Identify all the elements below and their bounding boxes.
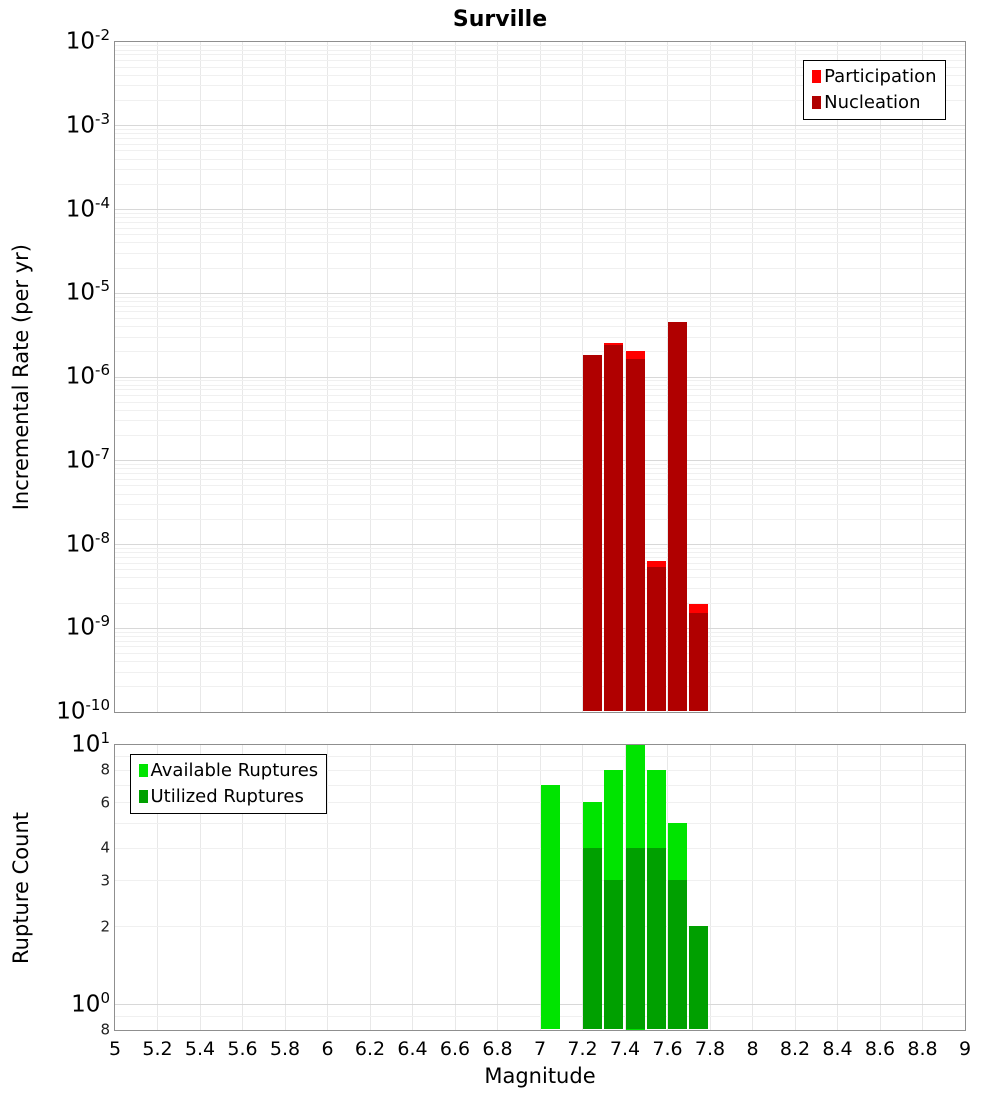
grid-line-horizontal [115,1004,965,1005]
grid-line-horizontal [115,646,965,647]
rate-plot-area [114,41,966,713]
x-tick-label: 5.8 [269,1038,301,1060]
legend-label-available: Available Ruptures [150,759,319,781]
grid-line-horizontal [115,632,965,633]
grid-line-horizontal [115,228,965,229]
grid-line-horizontal [115,217,965,218]
y-tick-label: $10^{-3}$ [65,109,110,139]
grid-line-horizontal [115,144,965,145]
grid-line-horizontal [115,209,965,210]
chart-title: Surville [452,7,548,32]
grid-line-horizontal [115,557,965,558]
bar-utilized-ruptures [583,848,602,1030]
y-tick-label: $10^{-4}$ [65,193,110,222]
grid-line-horizontal [115,880,965,881]
grid-line-vertical [710,745,711,1030]
grid-line-horizontal [115,603,965,604]
grid-line-vertical [837,745,838,1030]
y-tick-label: $10^{-8}$ [65,528,110,557]
x-tick-label: 7.2 [567,1038,598,1060]
x-tick-label: 6.8 [482,1038,513,1060]
grid-line-horizontal [115,385,965,386]
x-tick-label: 6.4 [397,1038,428,1060]
grid-line-horizontal [115,311,965,312]
grid-line-horizontal [115,552,965,553]
grid-line-horizontal [115,926,965,927]
grid-line-horizontal [115,519,965,520]
grid-line-horizontal [115,410,965,411]
legend-label-participation: Participation [824,65,937,87]
x-tick-label: 7 [533,1038,547,1060]
grid-line-horizontal [115,395,965,396]
y-tick-label: 2 [100,917,110,936]
grid-line-horizontal [115,848,965,849]
grid-line-horizontal [115,337,965,338]
grid-line-horizontal [115,473,965,474]
grid-line-horizontal [115,54,965,55]
grid-line-horizontal [115,435,965,436]
y-tick-label: $10^0$ [71,988,110,1018]
grid-line-vertical [880,745,881,1030]
y-tick-label: 3 [100,871,110,890]
x-tick-label: 6 [321,1038,334,1060]
legend-item-nucleation [812,93,936,113]
y-tick-label: $10^{-5}$ [65,277,110,306]
top-y-axis-title [4,42,38,712]
y-tick-label: $10^{-7}$ [65,444,110,474]
x-tick-label: 7.8 [694,1038,726,1060]
grid-line-horizontal [115,628,965,629]
y-tick-label: $10^{-10}$ [56,695,110,725]
grid-line-horizontal [115,641,965,642]
grid-line-horizontal [115,184,965,185]
grid-line-horizontal [115,50,965,51]
grid-line-vertical [922,745,923,1030]
grid-line-horizontal [115,494,965,495]
x-tick-label: 6.6 [439,1038,471,1060]
x-tick-label: 5.6 [227,1038,258,1060]
legend-label-nucleation: Nucleation [824,91,921,113]
x-tick-label: 8 [746,1038,759,1060]
bar-utilized-ruptures [604,880,623,1029]
grid-line-horizontal [115,222,965,223]
x-tick-label: 8.8 [907,1038,938,1060]
bar-nucleation [583,355,602,711]
x-tick-label: 5.2 [142,1038,173,1060]
y-tick-label: 8 [100,1020,110,1039]
x-tick-label: 7.4 [609,1038,641,1060]
grid-line-horizontal [115,306,965,307]
x-tick-label: 6.2 [354,1038,386,1060]
grid-line-horizontal [115,402,965,403]
legend-item-available [139,761,319,781]
grid-line-horizontal [115,301,965,302]
grid-line-horizontal [115,133,965,134]
y-tick-label: $10^{-6}$ [65,360,110,390]
grid-line-horizontal [115,563,965,564]
x-tick-label: 8.2 [779,1038,811,1060]
grid-line-horizontal [115,1016,965,1017]
grid-line-horizontal [115,129,965,130]
grid-line-horizontal [115,661,965,662]
grid-line-horizontal [115,569,965,570]
x-tick-label: 7.6 [652,1038,683,1060]
legend-label-utilized: Utilized Ruptures [150,785,304,807]
grid-line-vertical [752,745,753,1030]
grid-line-vertical [497,745,498,1030]
grid-line-horizontal [115,577,965,578]
x-tick-label: 9 [958,1038,972,1060]
count-legend [130,754,328,814]
y-tick-label: 4 [100,838,110,857]
grid-line-horizontal [115,464,965,465]
grid-line-horizontal [115,389,965,390]
grid-line-horizontal [115,504,965,505]
bar-utilized-ruptures [647,848,666,1030]
bar-utilized-ruptures [626,848,645,1030]
bottom-y-axis-title-text: Rupture Count [9,811,33,964]
grid-line-horizontal [115,653,965,654]
y-tick-label: $10^{-9}$ [65,612,110,641]
available-ruptures-swatch [139,764,148,777]
grid-line-horizontal [115,672,965,673]
grid-line-vertical [370,745,371,1030]
grid-line-horizontal [115,150,965,151]
legend-item-participation [812,67,936,87]
grid-line-horizontal [115,636,965,637]
y-tick-label: $10^{-2}$ [65,25,110,55]
bar-nucleation [626,359,645,711]
grid-line-horizontal [115,420,965,421]
utilized-ruptures-swatch [139,790,148,803]
grid-line-horizontal [115,125,965,126]
grid-line-horizontal [115,213,965,214]
x-tick-label: 8.4 [822,1038,853,1060]
count-plot-area [114,744,966,1031]
y-tick-label: $10^1$ [71,728,110,758]
grid-line-horizontal [115,268,965,269]
x-tick-label: 8.6 [864,1038,896,1060]
grid-line-vertical [795,745,796,1030]
grid-line-horizontal [115,479,965,480]
grid-line-horizontal [115,326,965,327]
grid-line-horizontal [115,138,965,139]
participation-swatch [812,70,821,83]
bar-utilized-ruptures [689,926,708,1029]
grid-line-vertical [455,745,456,1030]
bar-nucleation [647,567,666,711]
top-y-axis-title-text: Incremental Rate (per yr) [9,243,33,511]
bar-nucleation [668,322,687,712]
x-axis-title: Magnitude [484,1064,596,1088]
y-tick-label: 6 [100,793,110,812]
grid-line-horizontal [115,169,965,170]
grid-line-horizontal [115,485,965,486]
grid-line-horizontal [115,253,965,254]
x-tick-label: 5.4 [184,1038,216,1060]
bar-utilized-ruptures [668,880,687,1029]
grid-line-horizontal [115,548,965,549]
rate-legend [803,60,945,120]
bar-nucleation [604,345,623,712]
grid-line-horizontal [115,45,965,46]
bar-available-ruptures [541,785,560,1030]
nucleation-swatch [812,96,821,109]
grid-line-horizontal [115,460,965,461]
grid-line-horizontal [115,468,965,469]
grid-line-horizontal [115,686,965,687]
grid-line-horizontal [115,823,965,824]
grid-line-horizontal [115,159,965,160]
grid-line-horizontal [115,293,965,294]
grid-line-horizontal [115,380,965,381]
grid-line-horizontal [115,351,965,352]
grid-line-horizontal [115,544,965,545]
grid-line-horizontal [115,318,965,319]
y-tick-label: 8 [100,760,110,779]
grid-line-horizontal [115,297,965,298]
bar-nucleation [689,613,708,711]
grid-line-horizontal [115,588,965,589]
grid-line-horizontal [115,234,965,235]
legend-item-utilized [139,787,319,807]
grid-line-vertical [412,745,413,1030]
grid-line-horizontal [115,242,965,243]
x-tick-label: 5 [108,1038,122,1060]
grid-line-horizontal [115,377,965,378]
bottom-y-axis-title [4,745,38,1030]
